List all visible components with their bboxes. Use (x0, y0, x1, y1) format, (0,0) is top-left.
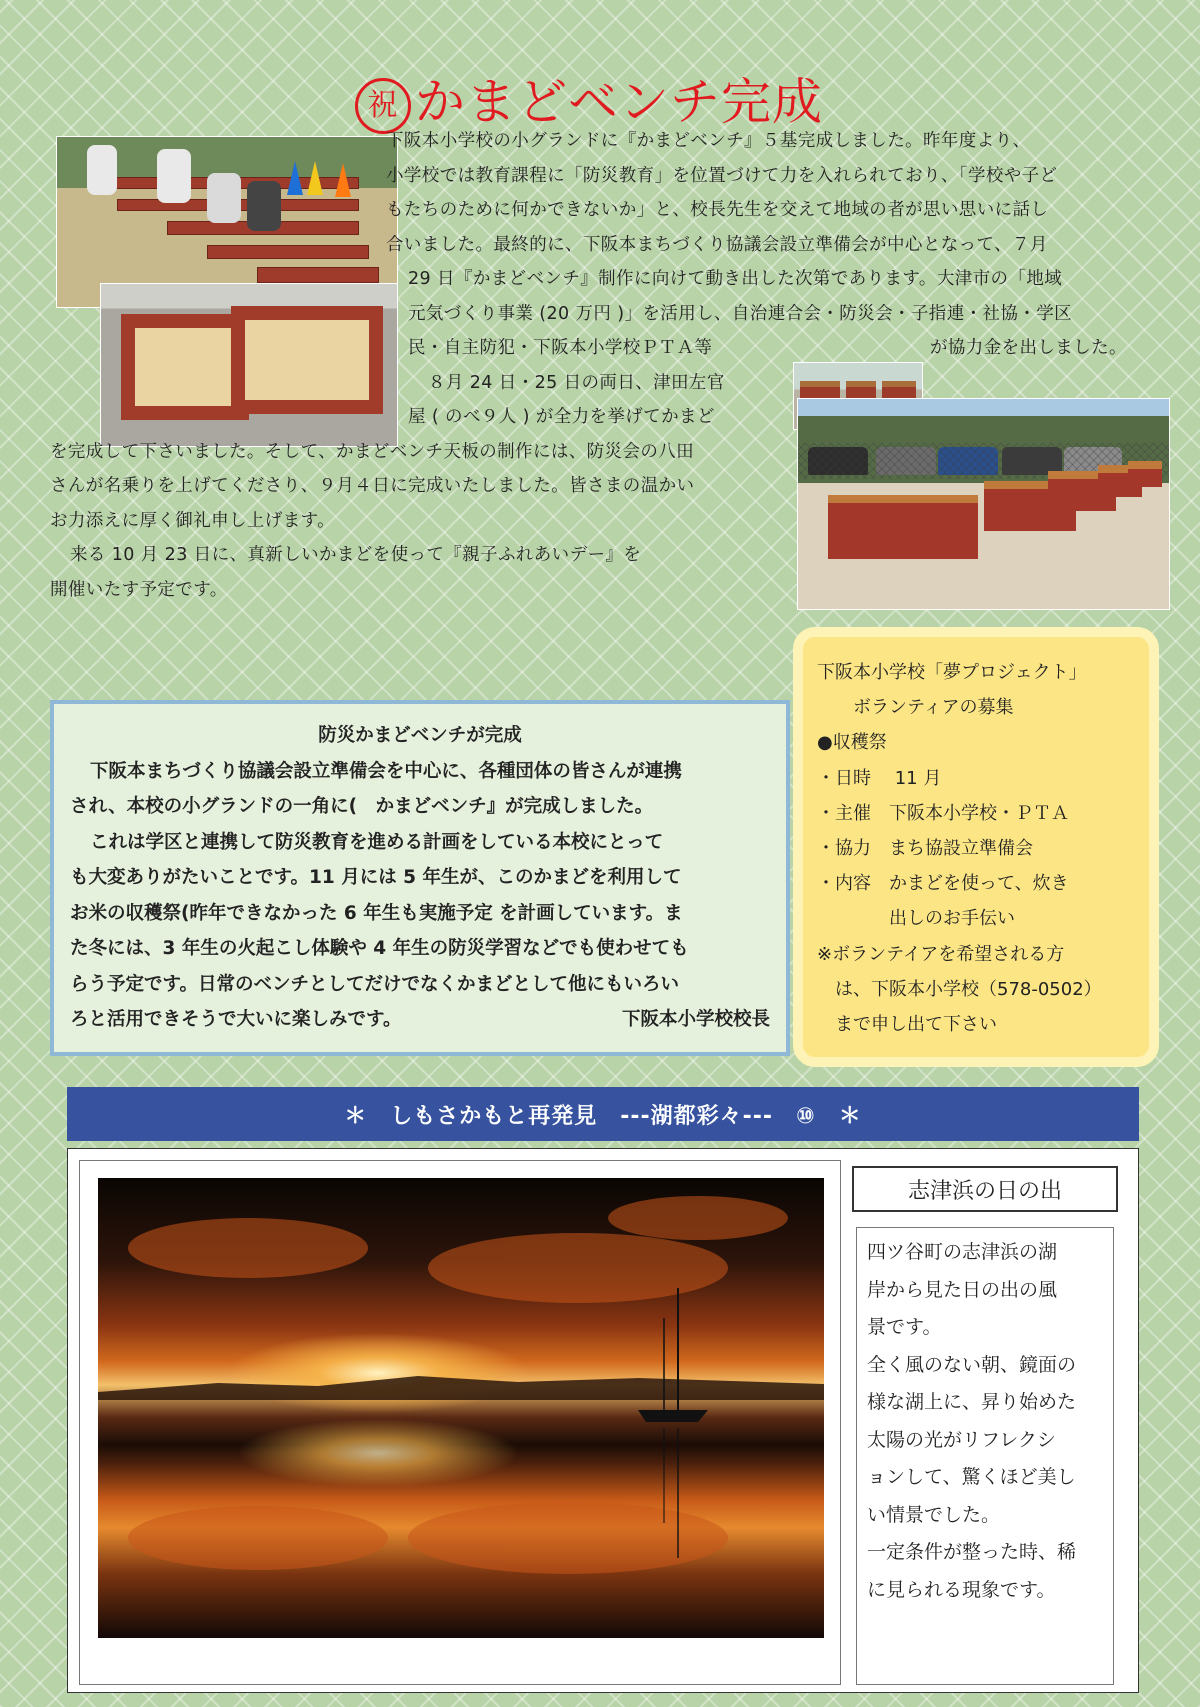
sunrise-caption-title: 志津浜の日の出 (852, 1166, 1118, 1212)
sunrise-caption-line: 一定条件が整った時、稀 (867, 1541, 1077, 1563)
page-title-text: かまどベンチ完成 (415, 73, 823, 131)
volunteer-line: ※ボランテイアを希望される方 (817, 943, 1065, 965)
article-line: 小学校では教育課程に「防災教育」を位置づけて力を入れられており、「学校や子ど (386, 166, 1058, 186)
article-line: 合いました。最終的に、下阪本まちづくり協議会設立準備会が中心となって、７月 (386, 235, 1048, 255)
volunteer-line: は、下阪本小学校（578-0502） (817, 978, 1102, 1000)
article-line: 開催いたす予定です。 (50, 580, 228, 600)
principal-message-line: も大変ありがたいことです。11 月には 5 年生が、このかまどを利用して (70, 867, 682, 888)
volunteer-recruitment-box (793, 627, 1159, 1067)
principal-message-line: お米の収穫祭(昨年できなかった 6 年生も実施予定 を計画しています。ま (70, 902, 683, 924)
sunrise-photo (98, 1178, 824, 1638)
volunteer-line: ボランティアの募集 (817, 697, 1014, 719)
article-line: 下阪本小学校の小グランドに『かまどベンチ』５基完成しました。昨年度より、 (386, 131, 1031, 151)
article-line: が協力金を出しました。 (930, 338, 1127, 358)
sunrise-caption-line: 四ツ谷町の志津浜の湖 (867, 1241, 1058, 1263)
article-line: 元気づくり事業 (20 万円 )」を活用し、自治連合会・防災会・子指連・社協・学区 (408, 304, 1073, 324)
principal-signature: 下阪本小学校校長 (621, 1009, 770, 1030)
volunteer-line: ・内容 かまどを使って、炊き (817, 873, 1069, 895)
completed-benches-photo (797, 398, 1170, 610)
celebration-mark: 祝 (355, 78, 411, 134)
sunrise-scene (98, 1178, 824, 1638)
principal-message-line: され、本校の小グランドの一角に( かまどベンチ』が完成しました。 (70, 796, 654, 817)
principal-message-line: らう予定です。日常のベンチとしてだけでなくかまどとして他にもいろい (70, 973, 680, 995)
rediscovery-banner (67, 1087, 1139, 1141)
volunteer-line: 下阪本小学校「夢プロジェクト」 (817, 662, 1087, 683)
page-title (355, 62, 875, 132)
sunrise-caption-line: に見られる現象です。 (867, 1578, 1056, 1601)
sunrise-caption-line: い情景でした。 (867, 1503, 1001, 1526)
volunteer-line: まで申し出て下さい (817, 1014, 997, 1036)
article-line: を完成して下さいました。そして、かまどベンチ天板の制作には、防災会の八田 (50, 442, 695, 462)
sunrise-caption-line: 全く風のない朝、鏡面の (867, 1353, 1077, 1376)
article-line: ８月 24 日・25 日の両日、津田左官 (428, 373, 725, 393)
article-line: 来る 10 月 23 日に、真新しいかまどを使って『親子ふれあいデー』を (70, 545, 642, 565)
volunteer-line: ●収穫祭 (817, 732, 887, 754)
sunrise-caption-line: 景です。 (867, 1316, 942, 1338)
article-line: 29 日『かまどベンチ』制作に向けて動き出した次第であります。大津市の「地域 (408, 269, 1063, 289)
sunrise-caption-line: 様な湖上に、昇り始めた (867, 1391, 1077, 1413)
sunrise-caption-line: ョンして、驚くほど美し (867, 1466, 1076, 1488)
article-line: もたちのために何かできないか」と、校長先生を交えて地域の者が思い思いに話し (386, 200, 1049, 220)
article-line: さんが名乗りを上げてくださり、９月４日に完成いたしました。皆さまの温かい (50, 476, 695, 496)
rediscovery-banner-text: ＊ しもさかもと再発見 ---湖都彩々--- ⑩ ＊ (344, 1103, 862, 1129)
principal-message-box (50, 700, 790, 1056)
volunteer-line: 出しのお手伝い (817, 908, 1015, 930)
principal-message-heading: 防災かまどベンチが完成 (318, 725, 522, 746)
sunrise-caption-line: 岸から見た日の出の風 (867, 1278, 1058, 1301)
principal-message-line: た冬には、3 年生の火起こし体験や 4 年生の防災学習などでも使わせても (70, 938, 689, 959)
volunteer-line: ・協力 まち協設立準備会 (817, 838, 1033, 860)
principal-message-line: 下阪本まちづくり協議会設立準備会を中心に、各種団体の皆さんが連携 (90, 760, 682, 782)
article-line: 屋 ( のべ９人 ) が全力を挙げてかまど (408, 407, 715, 427)
volunteer-line: ・主催 下阪本小学校・ＰＴＡ (817, 802, 1069, 824)
article-line: 民・自主防犯・下阪本小学校ＰＴＡ等 (408, 338, 713, 358)
article-line: お力添えに厚く御礼申し上げます。 (50, 511, 335, 531)
kamado-frames-photo (100, 283, 398, 447)
sunrise-caption-line: 太陽の光がリフレクシ (867, 1428, 1056, 1451)
principal-message-line: これは学区と連携して防災教育を進める計画をしている本校にとって (90, 831, 664, 853)
principal-message-line: ろと活用できそうで大いに楽しみです。 (70, 1009, 402, 1030)
volunteer-line: ・日時 11 月 (817, 767, 942, 789)
sunrise-caption-box (856, 1227, 1114, 1685)
